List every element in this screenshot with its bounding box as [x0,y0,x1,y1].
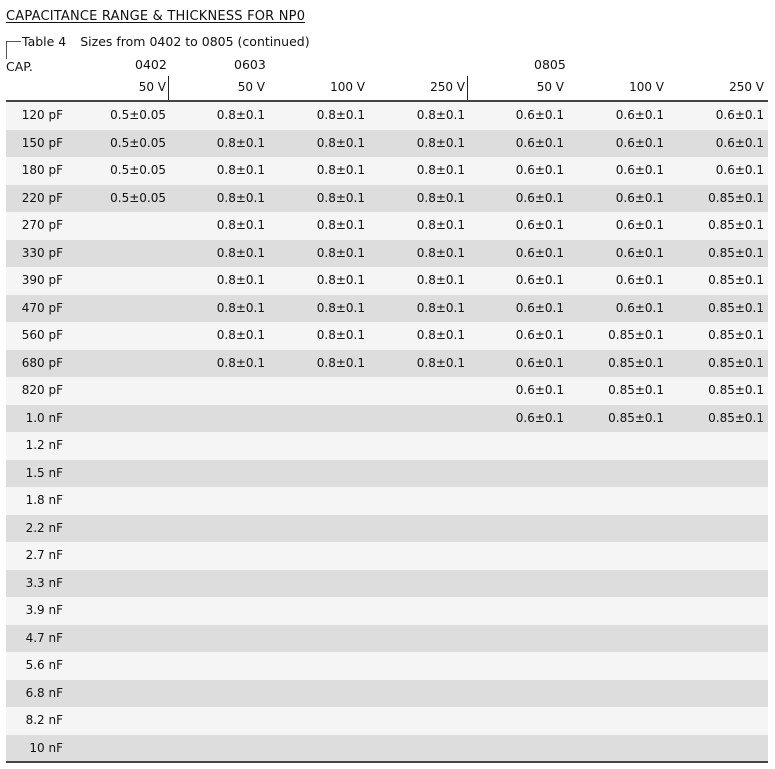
thickness-cell: 0.8±0.1 [416,245,465,260]
cap-value: 680 pF [21,355,63,370]
thickness-cell: 0.8±0.1 [316,218,365,232]
table-row [6,652,768,680]
thickness-cell: 0.5±0.05 [110,163,166,177]
thickness-cell: 0.6±0.1 [515,218,564,232]
table-row [6,680,768,708]
thickness-cell: 0.8±0.1 [416,218,465,232]
thickness-cell: 0.8±0.1 [316,190,365,205]
table-row [6,185,768,213]
cap-value: 3.3 nF [25,575,63,590]
table-row [6,240,768,268]
table-row [6,625,768,653]
thickness-cell: 0.85±0.1 [708,190,764,205]
cap-value: 1.0 nF [25,410,63,425]
caption-bracket [6,41,21,59]
thickness-cell: 0.8±0.1 [316,163,365,177]
size-header-0402: 0402 [135,57,167,72]
table-row [6,267,768,295]
thickness-cell: 0.6±0.1 [615,190,664,205]
table-row [6,597,768,625]
cap-value: 6.8 nF [25,685,63,700]
thickness-cell: 0.5±0.05 [110,190,166,205]
cap-value: 2.7 nF [25,548,63,562]
column-divider [467,76,468,100]
table-row [6,350,768,378]
thickness-cell: 0.6±0.1 [515,383,564,397]
table-row [6,102,768,130]
table-row [6,432,768,460]
cap-value: 470 pF [21,300,63,315]
thickness-cell: 0.6±0.1 [515,300,564,315]
cap-value: 8.2 nF [25,713,63,727]
page-title: CAPACITANCE RANGE & THICKNESS FOR NP0 [6,9,306,24]
voltage-header: 250 V [430,80,465,94]
cap-value: 1.8 nF [25,493,63,507]
cap-value: 4.7 nF [25,630,63,645]
thickness-cell: 0.6±0.1 [615,163,664,177]
table-row [6,295,768,323]
thickness-cell: 0.6±0.1 [515,273,564,287]
table-row [6,157,768,185]
table-row [6,405,768,433]
table-row [6,377,768,405]
thickness-cell: 0.6±0.1 [515,328,564,342]
cap-value: 10 nF [29,740,63,755]
voltage-header: 100 V [629,80,664,94]
cap-value: 220 pF [21,190,63,205]
thickness-cell: 0.8±0.1 [216,163,265,177]
table-row [6,735,768,763]
thickness-cell: 0.8±0.1 [416,273,465,287]
cap-value: 560 pF [21,328,63,342]
voltage-header: 50 V [237,80,265,94]
voltage-header-row [6,76,768,100]
thickness-cell: 0.8±0.1 [216,218,265,232]
thickness-cell: 0.6±0.1 [615,135,664,150]
thickness-cell: 0.8±0.1 [216,328,265,342]
table-row [6,570,768,598]
table-row [6,130,768,158]
thickness-cell: 0.6±0.1 [515,190,564,205]
thickness-cell: 0.8±0.1 [316,355,365,370]
thickness-cell: 0.8±0.1 [316,328,365,342]
table-row [6,707,768,735]
thickness-cell: 0.8±0.1 [216,245,265,260]
thickness-cell: 0.6±0.1 [515,108,564,122]
table-row [6,460,768,488]
table-row [6,212,768,240]
thickness-cell: 0.8±0.1 [316,108,365,122]
voltage-header: 250 V [729,80,764,94]
cap-value: 5.6 nF [25,658,63,672]
size-header-0603: 0603 [234,57,266,72]
cap-value: 270 pF [21,218,63,232]
thickness-cell: 0.6±0.1 [515,410,564,425]
thickness-cell: 0.6±0.1 [515,163,564,177]
thickness-cell: 0.85±0.1 [608,410,664,425]
thickness-cell: 0.8±0.1 [416,108,465,122]
thickness-cell: 0.6±0.1 [615,108,664,122]
thickness-cell: 0.85±0.1 [608,355,664,370]
thickness-cell: 0.85±0.1 [708,355,764,370]
thickness-cell: 0.8±0.1 [216,108,265,122]
thickness-cell: 0.85±0.1 [708,410,764,425]
thickness-cell: 0.6±0.1 [515,245,564,260]
thickness-cell: 0.6±0.1 [715,108,764,122]
thickness-cell: 0.8±0.1 [316,245,365,260]
table-description: Sizes from 0402 to 0805 (continued) [80,34,310,49]
thickness-cell: 0.6±0.1 [515,135,564,150]
thickness-cell: 0.6±0.1 [715,135,764,150]
table-number: Table 4 [22,34,67,49]
thickness-cell: 0.85±0.1 [708,300,764,315]
thickness-cell: 0.8±0.1 [416,300,465,315]
thickness-cell: 0.85±0.1 [608,383,664,397]
thickness-cell: 0.8±0.1 [416,135,465,150]
thickness-cell: 0.5±0.05 [110,135,166,150]
thickness-cell: 0.8±0.1 [416,190,465,205]
thickness-cell: 0.6±0.1 [615,218,664,232]
thickness-cell: 0.6±0.1 [615,273,664,287]
cap-value: 330 pF [21,245,63,260]
voltage-header: 100 V [330,80,365,94]
thickness-cell: 0.85±0.1 [708,383,764,397]
thickness-cell: 0.8±0.1 [416,163,465,177]
cap-value: 2.2 nF [25,520,63,535]
thickness-cell: 0.8±0.1 [216,300,265,315]
cap-value: 180 pF [21,163,63,177]
thickness-cell: 0.85±0.1 [708,245,764,260]
thickness-cell: 0.6±0.1 [615,245,664,260]
cap-value: 150 pF [21,135,63,150]
thickness-cell: 0.8±0.1 [316,273,365,287]
thickness-cell: 0.6±0.1 [515,355,564,370]
thickness-cell: 0.8±0.1 [316,135,365,150]
cap-value: 3.9 nF [25,603,63,617]
cap-value: 390 pF [21,273,63,287]
thickness-cell: 0.85±0.1 [708,328,764,342]
thickness-cell: 0.8±0.1 [416,328,465,342]
thickness-cell: 0.8±0.1 [316,300,365,315]
cap-value: 820 pF [21,383,63,397]
bottom-rule [6,761,768,763]
thickness-cell: 0.8±0.1 [216,190,265,205]
table-row [6,515,768,543]
thickness-cell: 0.6±0.1 [615,300,664,315]
table-row [6,322,768,350]
table-caption [22,34,310,49]
table-row [6,542,768,570]
cap-value: 120 pF [21,108,63,122]
thickness-cell: 0.8±0.1 [216,273,265,287]
thickness-cell: 0.5±0.05 [110,108,166,122]
table-row [6,487,768,515]
thickness-cell: 0.85±0.1 [708,273,764,287]
thickness-cell: 0.8±0.1 [416,355,465,370]
thickness-cell: 0.85±0.1 [708,218,764,232]
thickness-cell: 0.6±0.1 [715,163,764,177]
size-header-0805: 0805 [534,57,566,72]
voltage-header: 50 V [138,80,166,94]
column-divider [168,76,169,100]
thickness-cell: 0.85±0.1 [608,328,664,342]
cap-value: 1.2 nF [25,438,63,452]
thickness-cell: 0.8±0.1 [216,135,265,150]
voltage-header: 50 V [536,80,564,94]
cap-value: 1.5 nF [25,465,63,480]
cap-column-header: CAP. [6,59,33,74]
capacitance-table [6,102,768,762]
thickness-cell: 0.8±0.1 [216,355,265,370]
